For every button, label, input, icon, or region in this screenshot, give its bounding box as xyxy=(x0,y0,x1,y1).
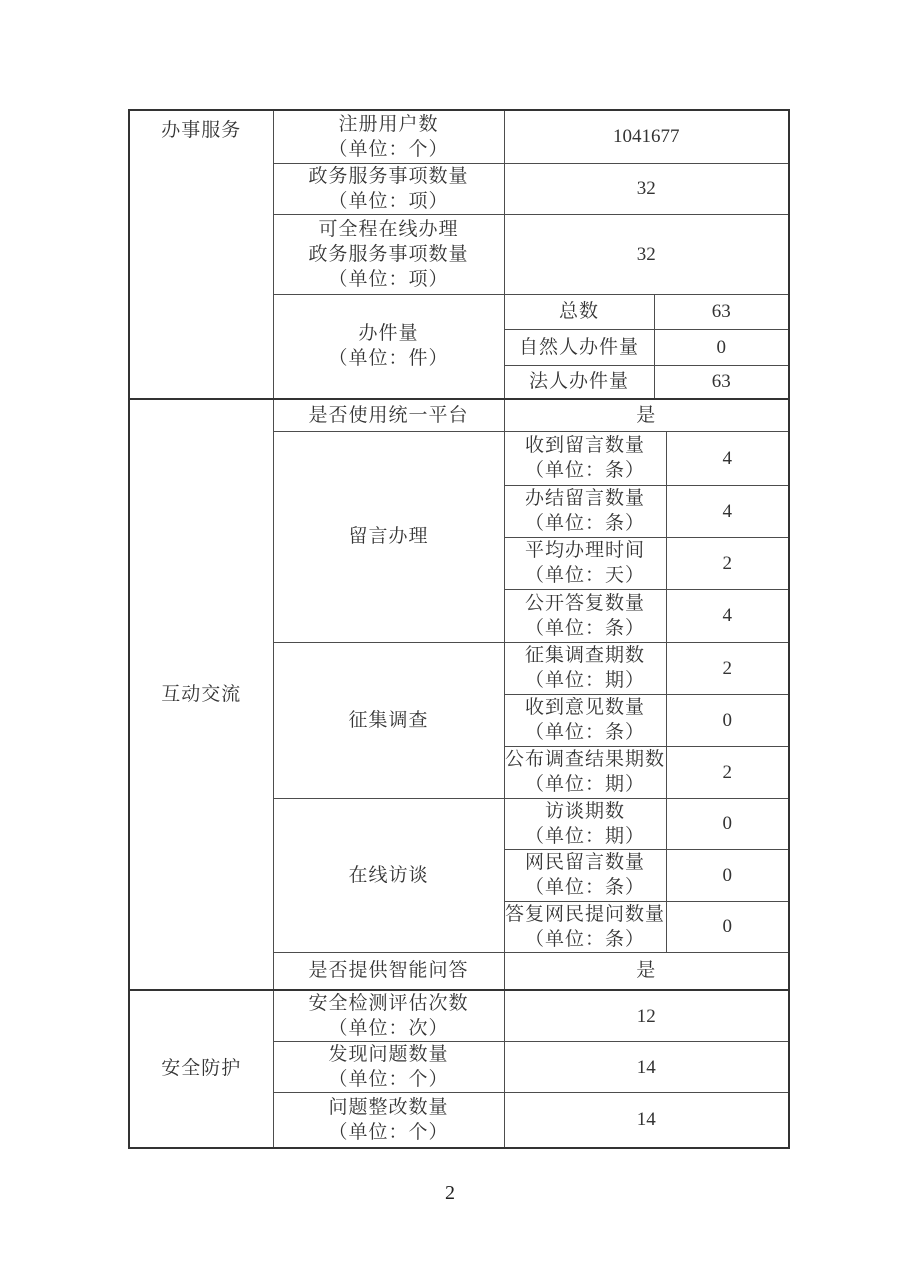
table-row xyxy=(129,399,789,431)
sub-item-label: 访谈期数 xyxy=(544,800,625,822)
category-cell-security: 安全防护 xyxy=(129,990,273,1148)
item-unit: （单位：个） xyxy=(328,138,449,160)
item-label-cell xyxy=(273,163,504,214)
sub-item-label-cell xyxy=(504,901,666,952)
sub-item-label: 公开答复数量 xyxy=(524,592,645,614)
sub-item-label: 收到意见数量 xyxy=(524,697,645,718)
item-unit: （单位：次） xyxy=(328,1018,449,1039)
value-cell: 0 xyxy=(654,329,789,365)
item-unit: （单位：个） xyxy=(328,1121,449,1143)
item-label: 办件量 xyxy=(358,323,419,345)
item-label-cell: 留言办理 xyxy=(273,431,504,642)
item-label-cell xyxy=(273,214,504,294)
value-cell: 是 xyxy=(504,952,789,990)
sub-item-label: 公布调查结果期数 xyxy=(504,749,665,770)
sub-item-label-cell xyxy=(504,642,666,694)
sub-item-label: 收到留言数量 xyxy=(524,435,645,456)
item-unit: （单位：个） xyxy=(328,1069,449,1090)
value-cell: 32 xyxy=(504,214,789,294)
value-cell: 4 xyxy=(666,485,789,537)
value-cell: 2 xyxy=(666,537,789,589)
category-cell-interaction: 互动交流 xyxy=(129,399,273,990)
value-cell: 4 xyxy=(666,431,789,485)
sub-item-label-cell: 自然人办件量 xyxy=(504,329,654,365)
item-label: 可全程在线办理 xyxy=(318,218,459,240)
sub-item-unit: （单位：条） xyxy=(524,722,645,743)
table-row xyxy=(129,110,789,163)
value-cell: 是 xyxy=(504,399,789,431)
item-label: 问题整改数量 xyxy=(328,1096,449,1118)
sub-item-label-cell xyxy=(504,485,666,537)
item-label-cell xyxy=(273,110,504,163)
item-label-cell: 征集调查 xyxy=(273,642,504,798)
value-cell: 0 xyxy=(666,901,789,952)
sub-item-unit: （单位：条） xyxy=(524,460,645,481)
item-label: 发现问题数量 xyxy=(328,1044,449,1065)
sub-item-label-cell xyxy=(504,537,666,589)
item-label: 安全检测评估次数 xyxy=(308,993,469,1014)
value-cell: 0 xyxy=(666,694,789,746)
sub-item-unit: （单位：条） xyxy=(524,617,645,639)
value-cell: 0 xyxy=(666,798,789,849)
sub-item-label: 办结留言数量 xyxy=(524,488,645,509)
item-label-cell: 在线访谈 xyxy=(273,798,504,952)
sub-item-unit: （单位：条） xyxy=(524,928,645,950)
value-cell: 14 xyxy=(504,1042,789,1093)
value-cell: 4 xyxy=(666,589,789,642)
item-label-cell: 是否提供智能问答 xyxy=(273,952,504,990)
sub-item-label-cell: 总数 xyxy=(504,294,654,329)
sub-item-label: 平均办理时间 xyxy=(524,540,645,561)
annual-report-table xyxy=(128,109,790,1149)
page-number: 2 xyxy=(445,1182,455,1204)
item-label-cell xyxy=(273,1093,504,1148)
item-unit: （单位：项） xyxy=(328,190,449,212)
value-cell: 14 xyxy=(504,1093,789,1148)
value-cell: 0 xyxy=(666,849,789,901)
sub-item-label-cell xyxy=(504,849,666,901)
item-label: 政务服务事项数量 xyxy=(308,243,469,265)
sub-item-unit: （单位：条） xyxy=(524,877,645,898)
sub-item-label: 答复网民提问数量 xyxy=(504,903,665,925)
category-cell-service: 办事服务 xyxy=(129,110,273,399)
value-cell: 1041677 xyxy=(504,110,789,163)
item-label: 注册用户数 xyxy=(338,113,439,135)
sub-item-label-cell xyxy=(504,589,666,642)
item-label-cell xyxy=(273,990,504,1042)
value-cell: 32 xyxy=(504,163,789,214)
sub-item-label-cell xyxy=(504,798,666,849)
sub-item-unit: （单位：期） xyxy=(524,825,645,847)
value-cell: 2 xyxy=(666,746,789,798)
value-cell: 63 xyxy=(654,365,789,399)
sub-item-label: 网民留言数量 xyxy=(524,852,645,873)
item-label-cell xyxy=(273,294,504,399)
sub-item-unit: （单位：期） xyxy=(524,670,645,691)
sub-item-label: 征集调查期数 xyxy=(524,645,645,666)
sub-item-unit: （单位：天） xyxy=(524,565,645,586)
value-cell: 12 xyxy=(504,990,789,1042)
table-row xyxy=(129,990,789,1042)
sub-item-label-cell xyxy=(504,694,666,746)
sub-item-unit: （单位：条） xyxy=(524,513,645,534)
value-cell: 63 xyxy=(654,294,789,329)
item-label-cell: 是否使用统一平台 xyxy=(273,399,504,431)
item-unit: （单位：件） xyxy=(328,348,449,370)
value-cell: 2 xyxy=(666,642,789,694)
item-label: 政务服务事项数量 xyxy=(308,165,469,187)
sub-item-label-cell xyxy=(504,746,666,798)
sub-item-label-cell xyxy=(504,431,666,485)
item-unit: （单位：项） xyxy=(328,268,449,290)
item-label-cell xyxy=(273,1042,504,1093)
sub-item-unit: （单位：期） xyxy=(524,774,645,795)
sub-item-label-cell: 法人办件量 xyxy=(504,365,654,399)
